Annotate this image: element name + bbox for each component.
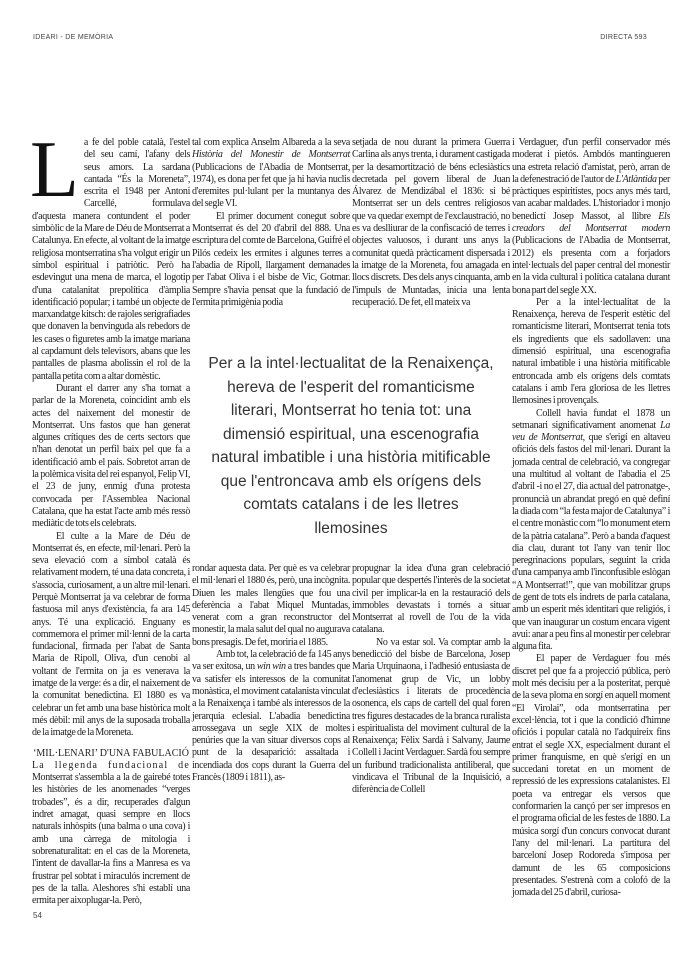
book-title: Els creadors del Montserrat modern	[512, 210, 670, 235]
column-3-bottom	[352, 563, 510, 797]
paragraph: El culte a la Mare de Déu de Montserrat és, en efecte, mil·lenari. Però la seva elevació com a símbol català és relativament modern, té una data concreta, i s'associa, curiosament, a un altre mil·lenari. Perquè Montserrat ja va celebrar de forma fastuosa mil anys d'existència, fa ara 145 anys. Té una explicació. Enguany es commemora el primer mil·lenni de la carta fundacional, firmada per l'abat de Santa Maria de Ripoll, Oliva, d'un cenobi al voltant de l'ermita on ja es venerava la imatge de la verge: és a dir, el naixement de la comunitat benedictina. El 1880 es va celebrar un fet amb una base històrica molt més dèbil: mil anys de la suposada troballa de la imatge de la Moreneta.	[32, 530, 190, 739]
text: per pràctiques espiritistes, pocs anys més tard, van acabar maldades. L'historiador i monjo benedictí Josep Massot, al llibre	[512, 173, 670, 222]
paragraph	[192, 137, 350, 211]
paragraph-lead: La llegenda fundacional de	[32, 759, 190, 771]
column-2-bottom	[192, 563, 350, 784]
paragraph: a fe del poble català, l'estel del seu camí, l'afany dels seus amors. La sardana cantada “És la Moreneta”, escrita el 1948 per Antoni Carcellé, formulava d'aquesta manera contundent el poder simbòlic de la Mare de Déu de Montserrat a Catalunya. En efecte, al voltant de la imatge religiosa montserratina s'ha volgut erigir un símbol espiritual i patriòtic. Però ha esdevingut una mena de marca, el logotip d'una catalanitat prepolítica d'àmplia identificació popular; i també un objecte de marxandatge kitsch: de rajoles serigrafiades que donaven la benvinguda als rebedors de les cases o figuretes amb la imatge mariana al capdamunt dels televisors, abans que les pantalles de plasma abolissin el rol de la pantalla petita com a altar domèstic.	[32, 137, 190, 382]
text: , que s'erigí en altaveu oficiós dels fastos del mil·lenari. Durant la jornada central de celebració, va congregar una multitud al voltant de l'abadia el 25 d'abril -i no el 27, dia actual del patronatge-, pronuncià un abrandat pregó en què definí la diada com “la festa major de Catalunya” i el centre monàstic com “lo monument etern de la pàtria catalana”. Però a banda d'aquest dia clau, durant tot l'any van tenir lloc peregrinacions populars, seguint la crida d'una campanya amb l'inconfusible eslògan “A Montserrat!”, que van mobilitzar grups de gent de tots els indrets de parla catalana, amb un esperit més identitari que religiós, i que van inaugurar un costum encara vigent avui: anar a peu fins al monestir per celebrar alguna fita.	[512, 432, 670, 653]
paragraph	[32, 760, 190, 908]
text: Collell havia fundat el 1878 un setmanari significativament anomenat	[512, 407, 670, 431]
page-number: 54	[33, 911, 42, 920]
text: (Publicacions de l'Abadia de Montserrat, 2012) els presenta com a forjadors intel·lectuals del paper central del monestir en la vida cultural i política catalana durant bona part del segle XX.	[512, 235, 670, 296]
issue-header: DIRECTA 593	[600, 34, 647, 41]
book-title: L'Atlàntida	[615, 173, 657, 185]
subheading: ‘MIL·LENARI’ D'UNA FABULACIÓ	[33, 747, 189, 759]
book-title: Història del Monestir de Montserrat	[192, 149, 350, 161]
pull-quote: Per a la intel·lectualitat de la Renaixença, hereva de l'esperit del romanticisme literari, Montserrat ho tenia tot: una dimensió espiritual, una escenografia natural imbatible i una història mitificable que l'entroncava amb els orígens dels comtats catalans i de les lletres llemosines	[208, 355, 494, 537]
column-4	[512, 137, 670, 899]
paragraph: El paper de Verdaguer fou més discret pel que fa a projecció pública, però molt més decisiu per a la posteritat, perquè de la seva ploma en sorgí en aquell moment “El Virolai”, oda montserratina per excel·lència, tot i que la condició d'himne oficiós i popular català no l'adquireix fins entrat el segle XX, especialment durant el primer franquisme, en què s'erigí en un succedani toretat en un moment de repressió de les expressions catalanistes. El poeta va entregar els versos que conformarien la cançó per ser impresos en el programa oficial de les festes de 1880. La música sorgí d'un concurs convocat durant l'any del mil·lenari. La partitura del barceloní Josep Rodoreda s'imposa per damunt de les 65 composicions presentades. S'estrenà com a colofó de la jornada del 25 d'abril, curiosa-	[512, 653, 670, 899]
drop-cap: L	[30, 126, 79, 214]
paragraph	[512, 137, 670, 297]
paragraph: El primer document conegut sobre Montserrat és del 20 d'abril del 888. Una escriptura del comte de Barcelona, Guifré el Pilós cedeix les ermites i algunes terres a l'abadia de Ripoll, llargament demanades per l'abat Oliva i el bisbe de Vic, Gotmar. Sempre s'havia pensat que la fundació de l'ermita primigènia podia	[192, 210, 350, 308]
italic-phrase: win win	[256, 661, 286, 673]
paragraph: No va estar sol. Va comptar amb la benedicció del bisbe de Barcelona, Josep Maria Urquinaona, i l'adhesió entusiasta de l'anomenat grup de Vic, un lobby d'eclesiàstics i literats de procedència osonenca, els caps de cartell del qual foren tres figures destacades de la branca ruralista i espiritualista del moviment cultural de la Renaixença; Fèlix Sardà i Salvany, Jaume Collell i Jacint Verdaguer. Sardà fou sempre un furibund tradicionalista antiliberal, que vindicava el Tribunal de la Inquisició, a diferència de Collell	[352, 636, 510, 796]
column-1	[30, 126, 190, 907]
newspaper-title: La veu de Montserrat	[512, 419, 670, 444]
paragraph: Per a la intel·lectualitat de la Renaixença, hereva de l'esperit estètic del romanticisme literari, Montserrat tenia tots els ingredients que els sadollaven: una dimensió espiritual, una escenografia natural imbatible i una història mitificable entroncada amb els orígens dels comtats catalans i amb l'era gloriosa de les lletres llemosines i provençals.	[512, 296, 670, 407]
section-header: IDEARI - DE MEMÒRIA	[33, 34, 114, 41]
paragraph: rondar aquesta data. Per què es va celebrar el mil·lenari el 1880 és, però, una incògnita. Diuen les males llengües que fou una deferència a l'abat Miquel Muntadas, venerat com a gran reconstructor del monestir, la mala salut del qual no augurava bons presagis. De fet, moriria el 1885.	[192, 563, 350, 648]
paragraph: setjada de nou durant la primera Guerra Carlina als anys trenta, i durament castigada per la desamortització de béns eclesiàstics decretada pel govern liberal de Juan Álvarez de Mendizábal el 1836: si bé Montserrat ser un dels centres religiosos que va quedar exempt de l'exclaustració, no es va deslliurar de la confiscació de terres i objectes valuosos, i durant uns anys la comunitat quedà pràcticament dispersada i la imatge de la Moreneta, fou amagada en llocs discrets. Des dels anys cinquanta, amb l'impuls de Muntadas, inicia una lenta recuperació. De fet, ell mateix va	[352, 137, 510, 308]
paragraph: propugnar la idea d'una gran celebració popular que despertés l'interès de la societat civil per implicar-la en la restauració dels immobles devastats i tornés a situar Montserrat al rovell de l'ou de la vida catalana.	[352, 563, 510, 636]
text: tal com explica Anselm Albareda a la seva	[192, 137, 350, 148]
paragraph-text: Montserrat s'assembla a la de gairebé totes les històries de les anomenades “verges trobades”, és a dir, recuperades d'algun indret amagat, quasi sempre en llocs naturals inhòspits (una balma o una cova) i amb una càrrega de mitologia i sobrenaturalitat: en el cas de la Moreneta, l'intent de davallar-la fins a Manresa es va frustrar pel sobtat i miraculós increment de pes de la talla. Aleshores s'hi establí una ermita per aixoplugar-la. Però,	[32, 772, 190, 907]
column-3-top	[352, 137, 510, 309]
paragraph: Durant el darrer any s'ha tornat a parlar de la Moreneta, coincidint amb els actes del naixement del monestir de Montserrat. Uns fastos que han generat algunes crítiques des de certs sectors que n'han denotat un perfil baix pel que fa a identificació amb el país. Sobretot arran de la polèmica visita del rei espanyol, Felip VI, el 23 de juny, enmig d'una protesta convocada per l'Assemblea Nacional Catalana, que ha estat l'acte amb més ressò mediàtic de tots els celebrats.	[32, 382, 190, 530]
paragraph	[192, 649, 350, 784]
text: i Verdaguer, d'un perfil conservador més moderat i pietós. Ambdós mantingueren una estreta relació d'amistat, però, arran de la defenestració de l'autor de	[512, 137, 670, 185]
paragraph	[512, 408, 670, 654]
text: a tres bandes que va satisfer els interessos de la comunitat monàstica, el moviment catalanista vinculat a la Renaixença i també als interessos de la jerarquia eclesial. L'abadia benedictina arrossegava un segle XIX de moltes penúries que la van situar diversos cops al punt de la desaparició: assaltada i incendiada dos cops durant la Guerra del Francès (1809 i 1811), as-	[192, 661, 351, 784]
text: Amb tot, la celebració de fa 145 anys va ser exitosa, un	[192, 649, 350, 673]
column-2-top	[192, 137, 350, 309]
text: (Publicacions de l'Abadia de Montserrat, 1974), es dona per fet que ja hi havia nuclis d'eremites pul·lulant per la muntanya des del segle VI.	[192, 161, 350, 210]
